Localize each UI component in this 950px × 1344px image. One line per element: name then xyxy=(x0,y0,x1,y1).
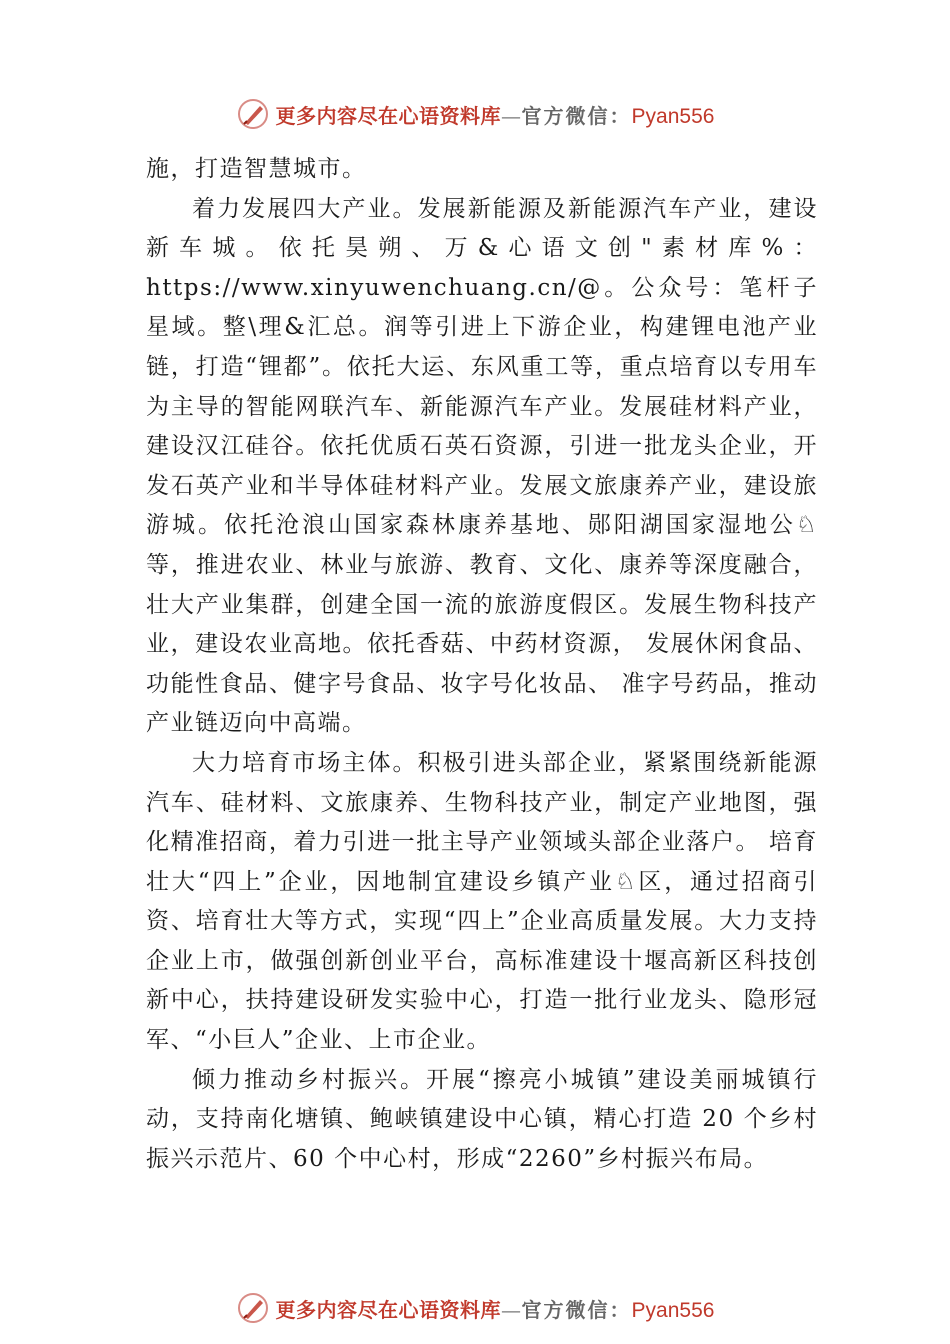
header-wechat-handle: Pyan556 xyxy=(631,104,715,128)
document-body xyxy=(146,150,818,1179)
header-banner xyxy=(0,94,950,134)
footer-banner xyxy=(0,1288,950,1328)
footer-site-name: 更多内容尽在心语资料库 xyxy=(275,1297,502,1322)
header-wechat-label: 官方微信： xyxy=(521,103,632,128)
paragraph-rural-revitalization: 倾力推动乡村振兴。开展“擦亮小城镇”建设美丽城镇行动，支持南化塘镇、鲍峡镇建设中心镇，精心打造 20 个乡村振兴示范片、60 个中心村，形成“2260”乡村振兴布局。 xyxy=(146,1066,818,1172)
header-banner-text xyxy=(276,100,715,129)
paragraph-industries: 着力发展四大产业。发展新能源及新能源汽车产业，建设新车城。依托昊朔、万&心语文创"素材库%：https://www.xinyuwenchuang.cn/@。公众号：笔杆子星域。整\理&汇总。润等引进上下游企业，构建锂电池产业链，打造“锂都”。依托大运、东风重工等，重点培育以专用车为主导的智能网联汽车、新能源汽车产业。发展硅材料产业，建设汉江硅谷。依托优质石英石资源，引进一批龙头企业，开发石英产业和半导体硅材料产业。发展文旅康养产业，建设旅游城。依托沧浪山国家森林康养基地、郧阳湖国家湿地公♘等，推进农业、林业与旅游、教育、文化、康养等深度融合，壮大产业集群，创建全国一流的旅游度假区。发展生物科技产业，建设农业高地。依托香菇、中药材资源， 发展休闲食品、功能性食品、健字号食品、妆字号化妆品、 准字号药品，推动产业链迈向中高端。 xyxy=(146,195,818,737)
quill-logo-icon xyxy=(236,97,270,131)
footer-wechat-handle: Pyan556 xyxy=(631,1298,715,1322)
paragraph-market-entities: 大力培育市场主体。积极引进头部企业，紧紧围绕新能源汽车、硅材料、文旅康养、生物科技产业，制定产业地图，强化精准招商，着力引进一批主导产业领域头部企业落户。 培育壮大“四上”企业，因地制宜建设乡镇产业♘区，通过招商引资、培育壮大等方式，实现“四上”企业高质量发展。大力支持企业上市，做强创新创业平台，高标准建设十堰高新区科技创新中心，扶持建设研发实验中心，打造一批行业龙头、隐形冠军、“小巨人”企业、上市企业。 xyxy=(146,749,818,1054)
footer-dash: — xyxy=(501,1297,522,1322)
quill-logo-icon xyxy=(236,1291,270,1325)
footer-wechat-label: 官方微信： xyxy=(521,1297,632,1322)
footer-banner-text xyxy=(276,1294,715,1323)
header-site-name: 更多内容尽在心语资料库 xyxy=(275,103,502,128)
paragraph-continuation: 施，打造智慧城市。 xyxy=(146,156,367,182)
header-dash: — xyxy=(501,103,522,128)
